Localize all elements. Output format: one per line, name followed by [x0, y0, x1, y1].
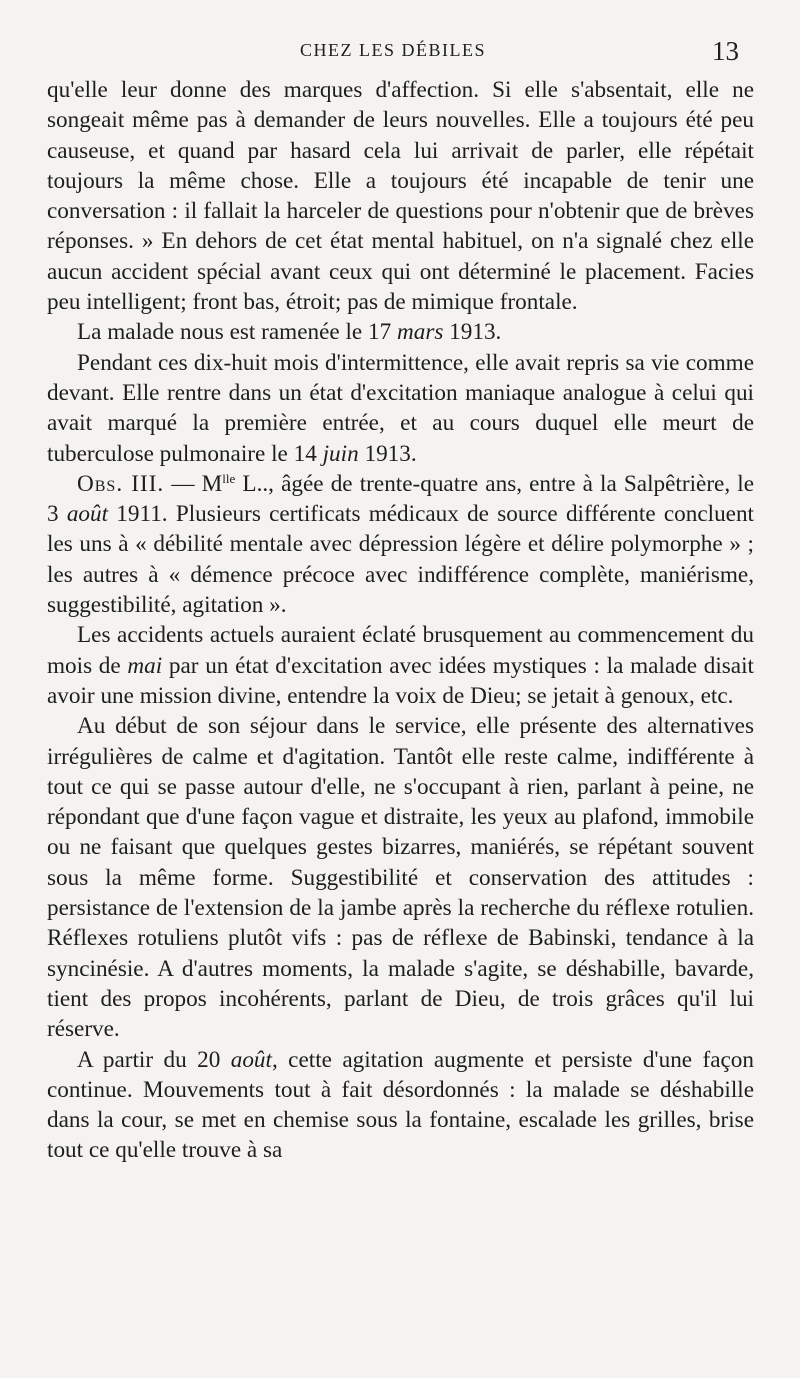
page-number: 13	[712, 36, 739, 66]
date-month: juin	[322, 440, 359, 467]
text-span: par un état d'excitation avec idées mystiques : la malade disait avoir une mission divine, entendre la voix de Dieu; se jetait à genoux, etc.	[47, 652, 754, 709]
paragraph-continuation: qu'elle leur donne des marques d'affection. Si elle s'absentait, elle ne songeait même pas à demander de leurs nouvelles. Elle a toujours été peu causeuse, et quand par hasard cela lui arrivait de parler, elle répétait toujours la même chose. Elle a toujours été incapable de tenir une conversation : il fallait la harceler de questions pour n'obtenir que de brèves réponses. » En dehors de cet état mental habituel, on n'a signalé chez elle aucun accident spécial avant ceux qui ont déterminé le placement. Facies peu intelligent; front bas, étroit; pas de mimique frontale.	[47, 77, 754, 316]
title-superscript: lle	[222, 470, 236, 486]
running-title: CHEZ LES DÉBILES	[300, 40, 486, 60]
paragraph-sejour: Au début de son séjour dans le service, elle présente des alternatives irrégulières de calme et d'agitation. Tantôt elle reste calme, indifférente à tout ce qui se passe autour d'elle, ne s'occupant à rien, parlant à peine, ne répondant que d'une façon vague et distraite, les yeux au plafond, immobile ou ne faisant que quelques gestes bizarres, maniérés, se répétant souvent sous la même forme. Suggestibilité et conservation des attitudes : persistance de l'extension de la jambe après la recherche du réflexe rotulien. Réflexes rotuliens plutôt vifs : pas de réflexe de Babinski, tendance à la syncinésie. A d'autres moments, la malade s'agite, se déshabille, bavarde, tient des propos incohérents, parlant de Dieu, de trois grâces qu'il lui réserve.	[47, 713, 754, 1043]
text-span: 1913.	[358, 440, 417, 467]
date-month: mai	[127, 652, 163, 679]
observation-label: Obs. III.	[77, 470, 165, 497]
text-span: A partir du 20	[77, 1046, 231, 1073]
paragraph-intermittence	[47, 348, 754, 469]
text-span: L.., âgée de trente-quatre ans, entre à la Salpêtrière, le 3	[47, 470, 754, 528]
text-span: Les accidents actuels auraient éclaté brusquement au commencement du mois de	[47, 622, 754, 679]
text-span: 1911. Plusieurs certificats médicaux de source différente concluent les uns à « débilité mentale avec dépression légère et délire polymorphe » ; les autres à « démence précoce avec indifférence complète, maniérisme, suggestibilité, agitation ».	[47, 501, 755, 619]
paragraph-observation-3	[47, 469, 754, 620]
date-month: mars	[396, 319, 444, 346]
text-span: , cette agitation augmente et persiste d'une façon continue. Mouvements tout à fait désordonnés : la malade se déshabille dans la cour, se met en chemise sous la fontaine, escalade les grilles, brise tout ce qu'elle trouve à sa	[47, 1046, 754, 1164]
paragraph-agitation	[47, 1045, 754, 1166]
paragraph-accidents	[47, 620, 754, 711]
date-month: août	[66, 501, 109, 528]
text-span: 1913.	[443, 319, 502, 346]
text-span: Pendant ces dix-huit mois d'intermittence, elle avait repris sa vie comme devant. Elle rentre dans un état d'excitation maniaque analogue à celui qui avait marqué la première entrée, et au cours duquel elle meurt de tuberculose pulmonaire le 14	[47, 349, 754, 467]
page-header	[0, 36, 800, 66]
text-span: — M	[164, 470, 223, 497]
date-month: août	[230, 1046, 272, 1073]
paragraph-return-date	[47, 317, 754, 347]
text-span: La malade nous est ramenée le 17	[77, 319, 397, 346]
body-text	[47, 75, 754, 1166]
